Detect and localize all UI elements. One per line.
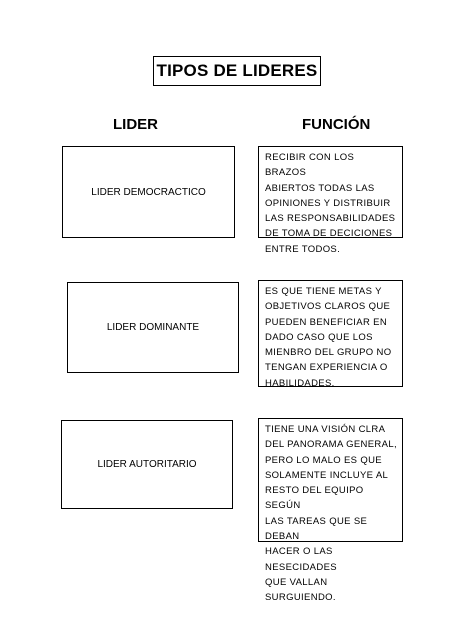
leader-type-box-authoritarian: [61, 420, 233, 509]
leader-type-label: LIDER AUTORITARIO: [97, 459, 197, 470]
function-description-democratic: RECIBIR CON LOS BRAZOS ABIERTOS TODAS LAS OPINIONES Y DISTRIBUIR LAS RESPONSABILIDADES DE TOMA DE DECICIONES ENTRE TODOS.: [258, 146, 403, 238]
column-header-lider: LIDER: [113, 116, 158, 133]
function-description-authoritarian: TIENE UNA VISIÓN CLRA DEL PANORAMA GENERAL, PERO LO MALO ES QUE SOLAMENTE INCLUYE AL RESTO DEL EQUIPO SEGÚN LAS TAREAS QUE SE DEBAN HACER O LAS NESECIDADES QUE VALLAN SURGUIENDO.: [258, 418, 403, 542]
leader-type-label: LIDER DOMINANTE: [106, 322, 200, 333]
leader-type-box-dominant: [67, 282, 239, 373]
leader-type-box-democratic: [62, 146, 235, 238]
function-description-dominant: ES QUE TIENE METAS Y OBJETIVOS CLAROS QUE PUEDEN BENEFICIAR EN DADO CASO QUE LOS MIENBRO DEL GRUPO NO TENGAN EXPERIENCIA O HABILIDADES.: [258, 280, 403, 387]
column-header-funcion: FUNCIÓN: [302, 116, 371, 133]
document-title: TIPOS DE LIDERES: [153, 56, 321, 86]
leader-type-label: LIDER DEMOCRACTICO: [91, 186, 206, 198]
